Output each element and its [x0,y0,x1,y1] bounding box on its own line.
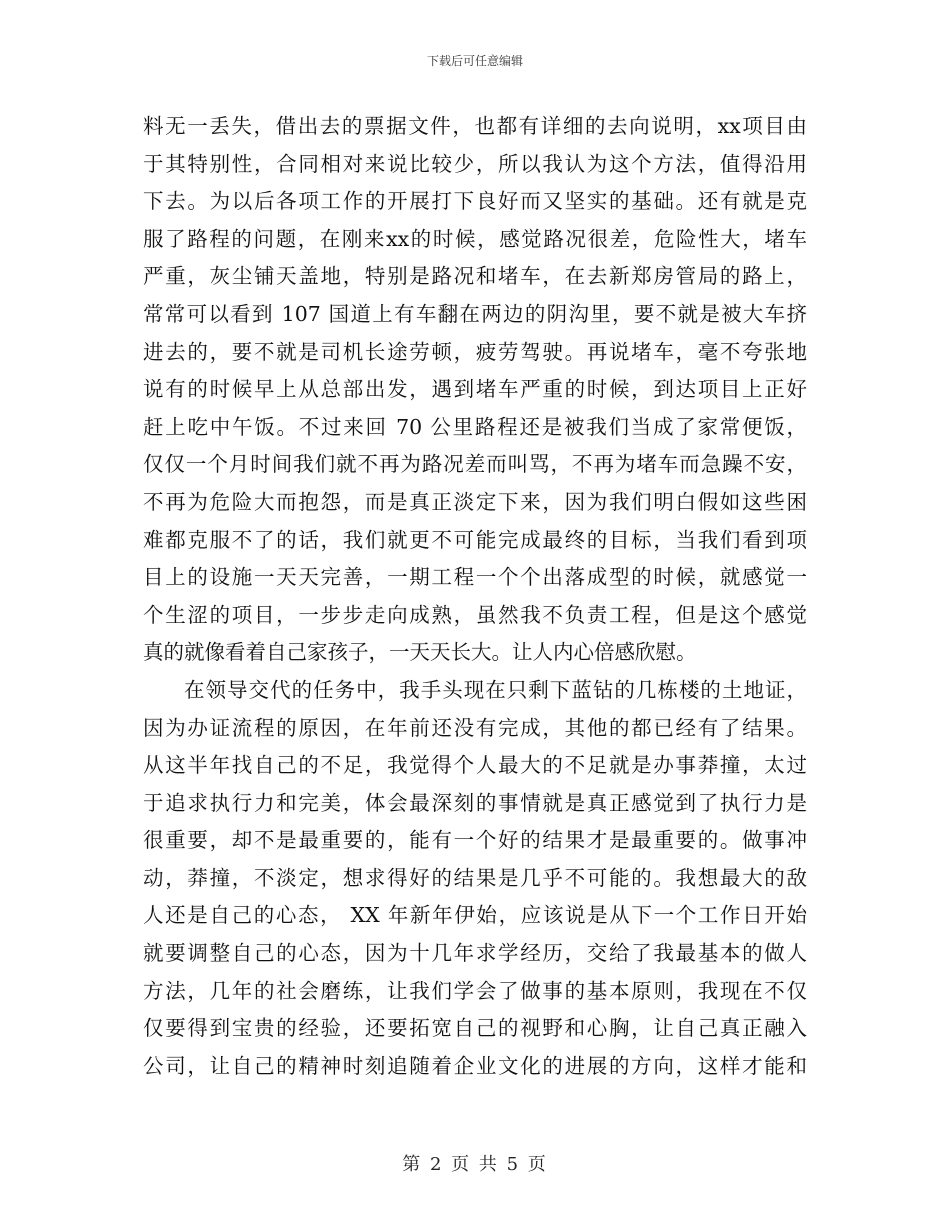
text-line: 动，莽撞，不淡定，想求得好的结果是几乎不可能的。我想最大的敌 [143,865,807,890]
page-header: 下载后可任意编辑 [426,54,523,68]
text-line: 不再为危险大而抱怨，而是真正淡定下来，因为我们明白假如这些困 [143,489,807,514]
paragraph-2 [143,672,807,1086]
text-line: 方法，几年的社会磨练，让我们学会了做事的基本原则，我现在不仅 [143,978,807,1003]
text-line: 仅仅一个月时间我们就不再为路况差而叫骂，不再为堵车而急躁不安， [143,452,807,477]
text-line: 下去。为以后各项工作的开展打下良好而又坚实的基础。还有就是克 [143,189,807,214]
text-line: 进去的，要不就是司机长途劳顿，疲劳驾驶。再说堵车，毫不夸张地 [143,339,807,364]
text-line: 于追求执行力和完美，体会最深刻的事情就是真正感觉到了执行力是 [143,790,807,815]
text-line: 人还是自己的心态， XX 年新年伊始，应该说是从下一个工作日开始 [143,903,807,928]
page-number-footer: 第 2 页 共 5 页 [402,1154,548,1175]
text-line: 赶上吃中午饭。不过来回 70 公里路程还是被我们当成了家常便饭， [143,414,807,439]
text-line: 公司，让自己的精神时刻追随着企业文化的进展的方向，这样才能和 [143,1053,807,1078]
text-line: 严重，灰尘铺天盖地，特别是路况和堵车，在去新郑房管局的路上， [143,264,807,289]
text-line: 目上的设施一天天完善，一期工程一个个出落成型的时候，就感觉一 [143,565,807,590]
paragraph-1 [143,108,807,672]
text-line: 在领导交代的任务中，我手头现在只剩下蓝钻的几栋楼的土地证， [184,677,807,702]
text-line: 难都克服不了的话，我们就更不可能完成最终的目标，当我们看到项 [143,527,807,552]
text-line: 就要调整自己的心态，因为十几年求学经历，交给了我最基本的做人 [143,941,807,966]
text-line: 真的就像看着自己家孩子，一天天长大。让人内心倍感欣慰。 [143,640,697,665]
text-line: 因为办证流程的原因，在年前还没有完成，其他的都已经有了结果。 [143,715,807,740]
text-line: 个生涩的项目，一步步走向成熟，虽然我不负责工程，但是这个感觉 [143,602,807,627]
text-line: 从这半年找自己的不足，我觉得个人最大的不足就是办事莽撞，太过 [143,753,807,778]
text-line: 于其特别性，合同相对来说比较少，所以我认为这个方法，值得沿用 [143,151,807,176]
text-line: 常常可以看到 107 国道上有车翻在两边的阴沟里，要不就是被大车挤 [143,301,807,326]
text-line: 服了路程的问题，在刚来xx的时候，感觉路况很差，危险性大，堵车 [143,226,807,251]
text-line: 料无一丢失，借出去的票据文件，也都有详细的去向说明，xx项目由 [143,114,807,138]
document-body [143,108,807,1085]
text-line: 仅要得到宝贵的经验，还要拓宽自己的视野和心胸，让自己真正融入 [143,1016,807,1041]
text-line: 说有的时候早上从总部出发，遇到堵车严重的时候，到达项目上正好 [143,377,807,402]
text-line: 很重要，却不是最重要的，能有一个好的结果才是最重要的。做事冲 [143,828,807,853]
